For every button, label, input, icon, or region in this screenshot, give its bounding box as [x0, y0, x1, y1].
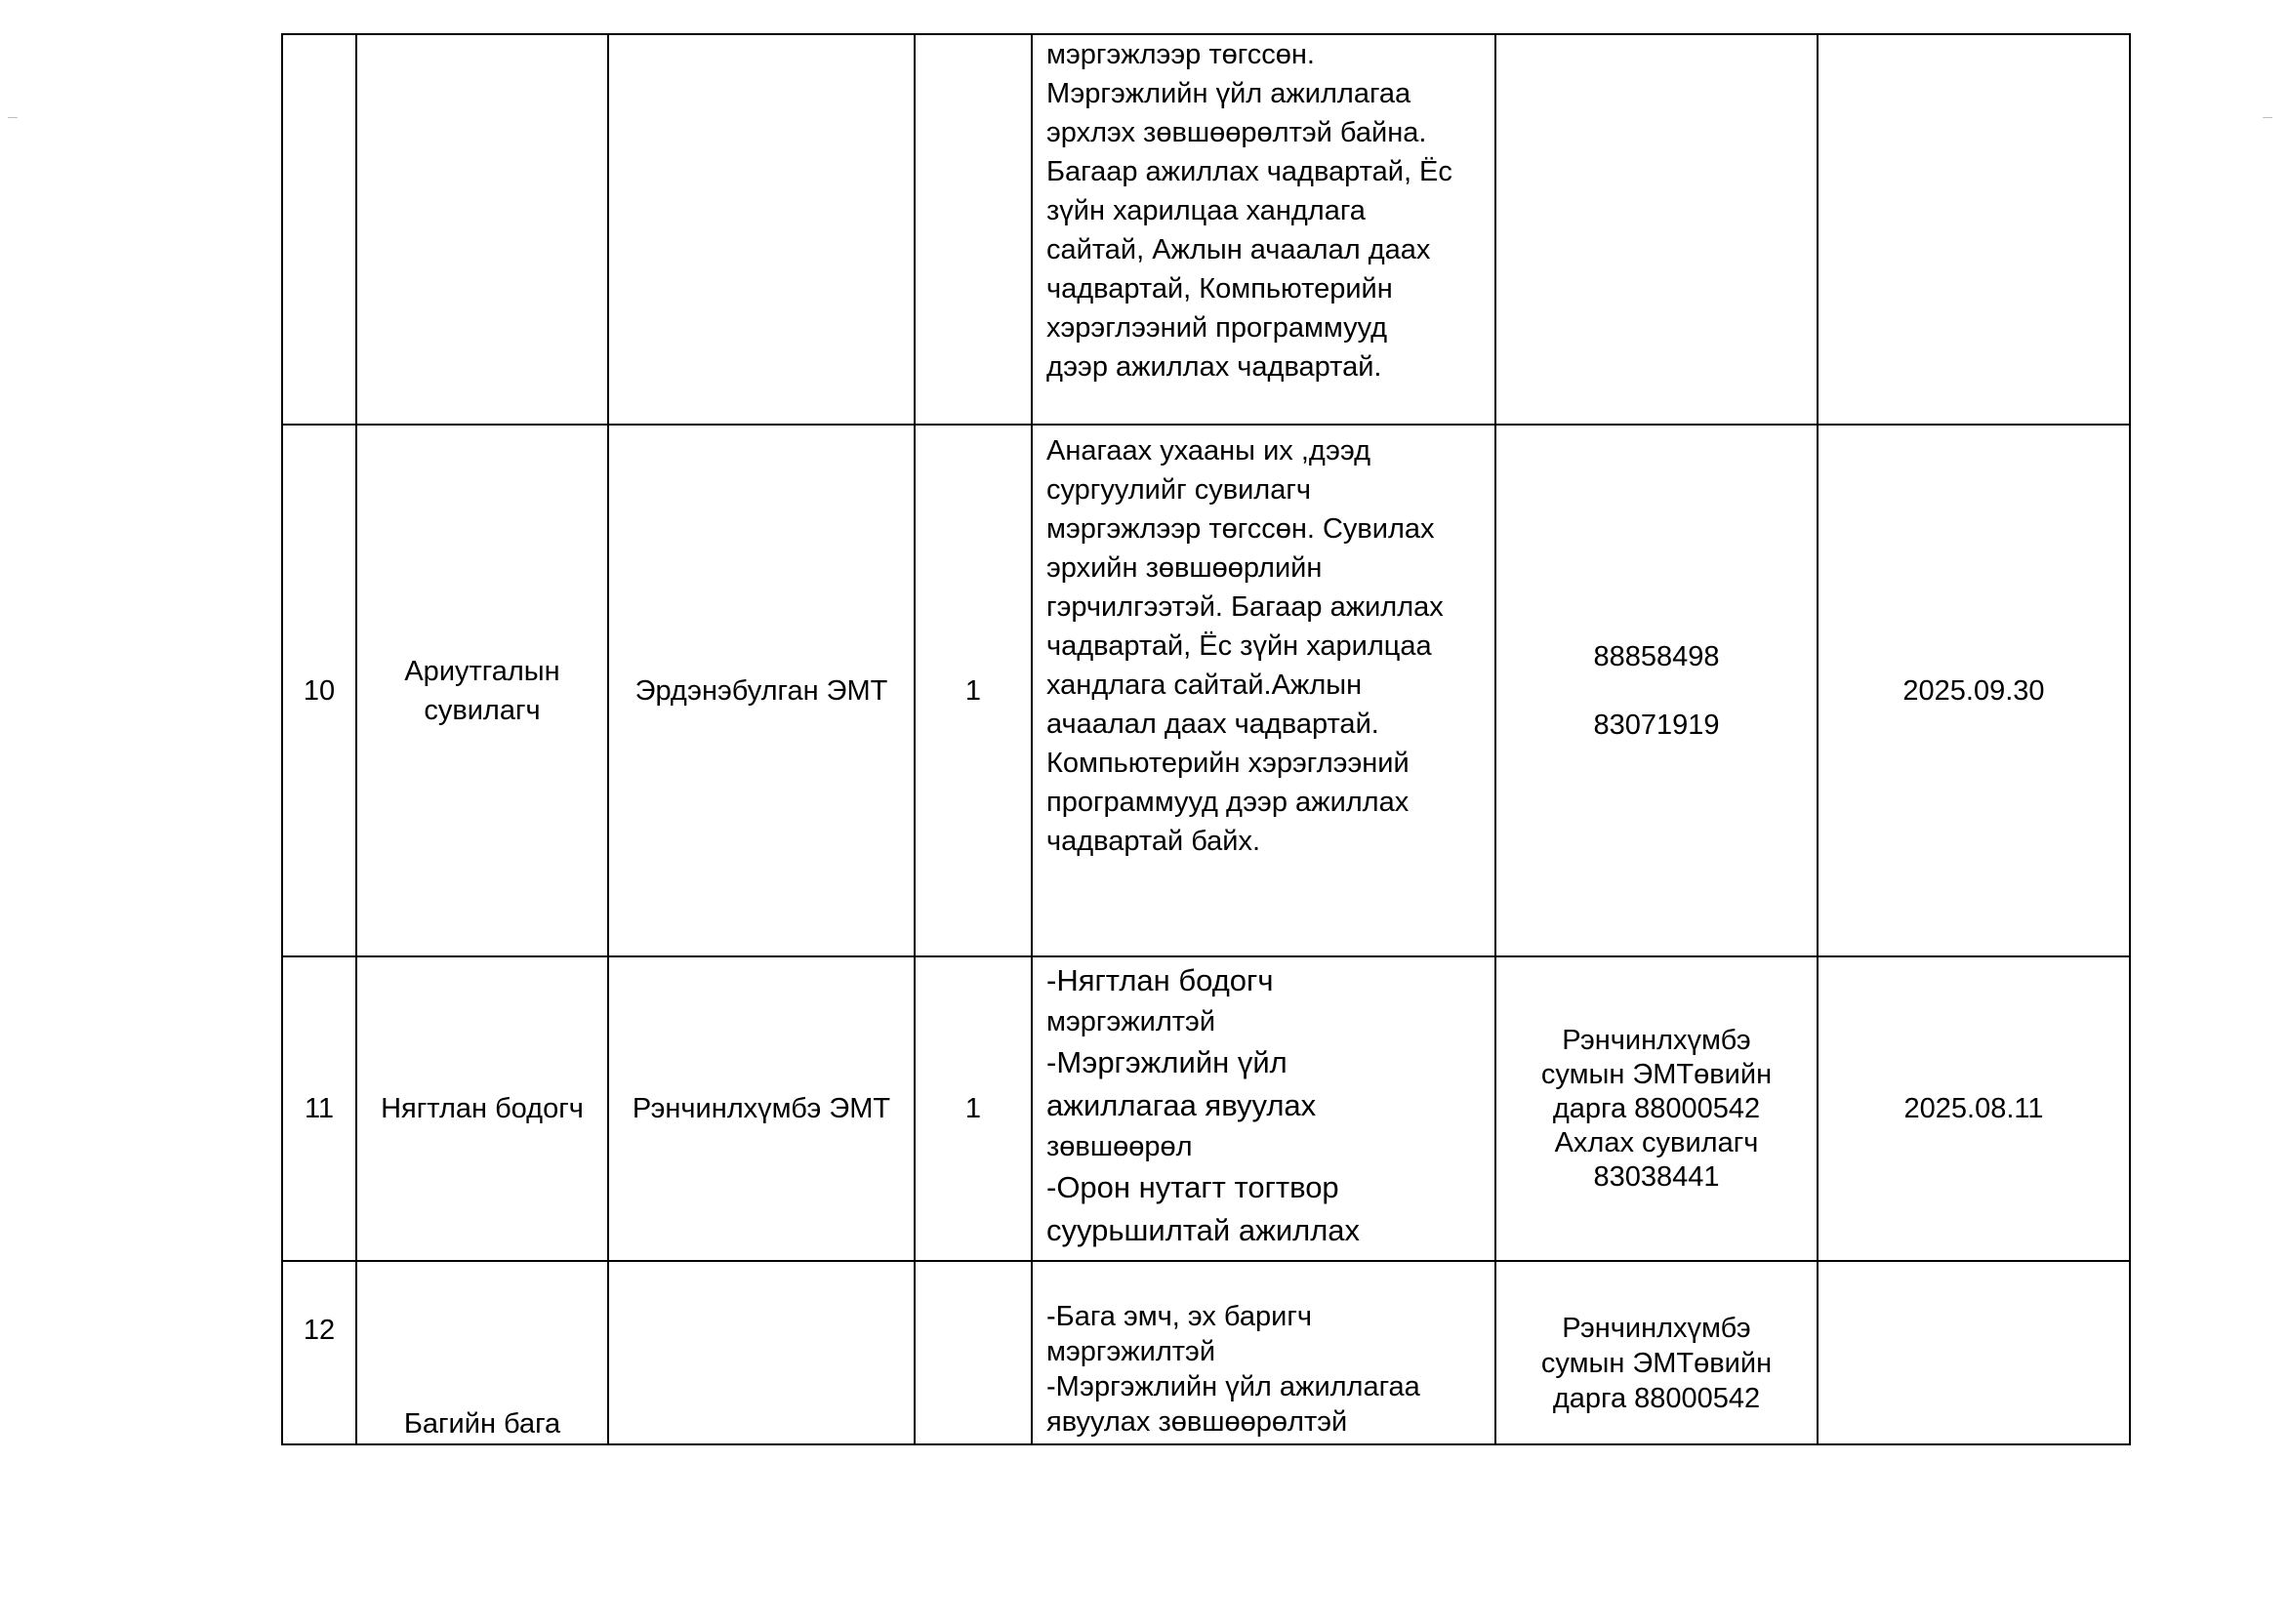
requirements-line: Мэргэжлийн үйл ажиллагаа: [1046, 78, 1411, 109]
requirements-line: хэрэглээний программууд: [1046, 312, 1388, 344]
requirements-line: чадвартай байх.: [1046, 826, 1261, 857]
requirements-line: гэрчилгээтэй. Багаар ажиллах: [1046, 591, 1444, 623]
requirements-line: суурьшилтай ажиллах: [1046, 1213, 1361, 1247]
cell-contact: [1495, 1261, 1818, 1444]
contact-line: Рэнчинлхүмбэ: [1562, 1313, 1751, 1344]
cell-number: 10: [282, 425, 356, 956]
requirements-line: -Нягтлан бодогч: [1046, 963, 1274, 997]
cell-deadline: [1818, 34, 2130, 425]
cell-number: 11: [282, 956, 356, 1261]
requirements-line: зөвшөөрөл: [1046, 1131, 1193, 1162]
requirements-line: чадвартай, Компьютерийн: [1046, 273, 1393, 304]
table-row-continuation: [282, 34, 2130, 425]
requirements-line: -Бага эмч, эх баригч: [1046, 1301, 1313, 1332]
requirements-line: -Мэргэжлийн үйл ажиллагаа: [1046, 1371, 1420, 1402]
requirements-line: ачаалал даах чадвартай.: [1046, 709, 1379, 740]
contact-line: дарга 88000542: [1552, 1383, 1761, 1414]
cell-position: Нягтлан бодогч: [356, 956, 608, 1261]
cell-position: [356, 425, 608, 956]
requirements-line: эрхлэх зөвшөөрөлтэй байна.: [1046, 117, 1427, 148]
cell-number: [282, 1261, 356, 1444]
contact-phone: 88858498: [1593, 640, 1720, 672]
cell-contact: [1495, 34, 1818, 425]
position-line: сувилагч: [424, 694, 541, 726]
position-line: Ариутгалын: [404, 655, 560, 687]
cell-deadline: 2025.08.11: [1818, 956, 2130, 1261]
requirements-line: Компьютерийн хэрэглээний: [1046, 748, 1410, 779]
cell-position: [356, 1261, 608, 1444]
contact-phone: 83071919: [1593, 709, 1720, 741]
cell-organization: [608, 34, 915, 425]
requirements-line: -Орон нутагт тогтвор: [1046, 1170, 1339, 1204]
table-row-12: [282, 1261, 2130, 1444]
cell-organization: [608, 1261, 915, 1444]
requirements-line: мэргэжлээр төгссөн. Сувилах: [1046, 513, 1435, 545]
contact-line: дарга 88000542: [1552, 1092, 1761, 1124]
requirements-line: Анагаах ухааны их ,дээд: [1046, 435, 1371, 467]
cell-organization: Эрдэнэбулган ЭМТ: [608, 425, 915, 956]
table-row-11: [282, 956, 2130, 1261]
cell-organization: Рэнчинлхүмбэ ЭМТ: [608, 956, 915, 1261]
cell-count: 1: [915, 956, 1032, 1261]
requirements-line: мэргэжлээр төгссөн.: [1046, 39, 1315, 70]
row-number: 12: [303, 1315, 336, 1346]
requirements-line: сургуулийг сувилагч: [1046, 474, 1312, 506]
cell-position: [356, 34, 608, 425]
requirements-line: эрхийн зөвшөөрлийн: [1046, 552, 1323, 584]
requirements-line: чадвартай, Ёс зүйн харилцаа: [1046, 630, 1432, 662]
requirements-line: программууд дээр ажиллах: [1046, 787, 1410, 818]
requirements-line: мэргэжилтэй: [1046, 1336, 1216, 1367]
position-line: Багийн бага: [403, 1408, 561, 1440]
cell-count: [915, 34, 1032, 425]
cell-requirements: [1032, 956, 1495, 1261]
requirements-line: ажиллагаа явуулах: [1046, 1088, 1317, 1122]
cell-number: [282, 34, 356, 425]
requirements-line: дээр ажиллах чадвартай.: [1046, 351, 1382, 383]
requirements-line: хандлага сайтай.Ажлын: [1046, 670, 1363, 701]
table-row-10: [282, 425, 2130, 956]
requirements-line: явуулах зөвшөөрөлтэй: [1046, 1406, 1348, 1438]
contact-line: сумын ЭМТөвийн: [1540, 1348, 1773, 1379]
requirements-line: зүйн харилцаа хандлага: [1046, 195, 1366, 226]
contact-line: Рэнчинлхүмбэ: [1562, 1024, 1751, 1056]
requirements-line: сайтай, Ажлын ачаалал даах: [1046, 234, 1431, 265]
contact-line: 83038441: [1593, 1160, 1720, 1193]
requirements-line: мэргэжилтэй: [1046, 1006, 1216, 1037]
cell-deadline: [1818, 1261, 2130, 1444]
cell-requirements: [1032, 34, 1495, 425]
scan-mark-right: [2263, 117, 2272, 118]
cell-contact: [1495, 425, 1818, 956]
scan-mark-left: [8, 117, 18, 118]
contact-line: сумын ЭМТөвийн: [1540, 1058, 1773, 1090]
requirements-line: -Мэргэжлийн үйл: [1046, 1045, 1288, 1079]
job-vacancy-table: [281, 33, 2131, 1445]
cell-deadline: 2025.09.30: [1818, 425, 2130, 956]
cell-count: [915, 1261, 1032, 1444]
cell-count: 1: [915, 425, 1032, 956]
cell-requirements: [1032, 1261, 1495, 1444]
cell-requirements: [1032, 425, 1495, 956]
cell-contact: [1495, 956, 1818, 1261]
requirements-line: Багаар ажиллах чадвартай, Ёс: [1046, 156, 1452, 187]
contact-line: Ахлах сувилагч: [1554, 1126, 1759, 1158]
